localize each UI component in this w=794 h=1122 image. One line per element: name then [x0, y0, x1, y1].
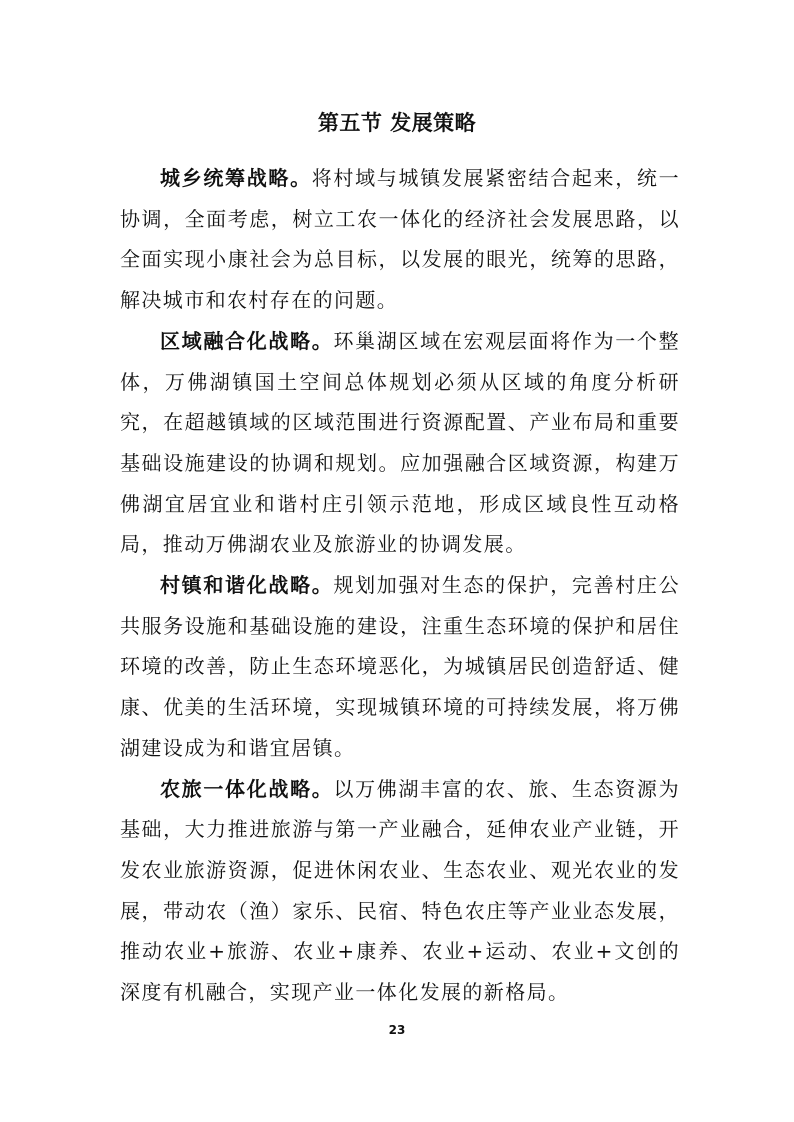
paragraph-urban-rural: [120, 158, 680, 321]
paragraph-agri-tourism: [120, 769, 680, 1013]
paragraph-text: 环巢湖区域在宏观层面将作为一个整体，万佛湖镇国土空间总体规划必须从区域的角度分析研究，在超越镇域的区域范围进行资源配置、产业布局和重要基础设施建设的协调和规划。应加强融合区域资源，构建万佛湖宜居宜业和谐村庄引领示范地，形成区域良性互动格局，推动万佛湖农业及旅游业的协调发展。: [120, 328, 681, 557]
paragraph-text: 以万佛湖丰富的农、旅、生态资源为基础，大力推进旅游与第一产业融合，延伸农业产业链，开发农业旅游资源，促进休闲农业、生态农业、观光农业的发展，带动农（渔）家乐、民宿、特色农庄等产业业态发展，推动农业+旅游、农业+康养、农业+运动、农业+文创的深度有机融合，实现产业一体化发展的新格局。: [120, 776, 681, 1005]
paragraph-lead: 区域融合化战略。: [160, 328, 334, 353]
paragraph-lead: 村镇和谐化战略。: [160, 573, 334, 598]
paragraph-lead: 城乡统筹战略。: [160, 166, 312, 190]
paragraph-regional-integration: [120, 321, 680, 565]
paragraph-text: 将村域与城镇发展紧密结合起来，统一协调，全面考虑，树立工农一体化的经济社会发展思路，以全面实现小康社会为总目标，以发展的眼光，统筹的思路，解决城市和农村存在的问题。: [120, 166, 680, 313]
paragraph-text: 规划加强对生态的保护，完善村庄公共服务设施和基础设施的建设，注重生态环境的保护和居住环境的改善，防止生态环境恶化，为城镇居民创造舒适、健康、优美的生活环境，实现城镇环境的可持续发展，将万佛湖建设成为和谐宜居镇。: [120, 573, 681, 760]
paragraph-village-harmony: [120, 565, 680, 769]
body-text: [120, 158, 680, 1013]
paragraph-lead: 农旅一体化战略。: [160, 776, 334, 801]
section-heading: 第五节 发展策略: [317, 111, 477, 135]
page-number: 23: [388, 1023, 406, 1037]
